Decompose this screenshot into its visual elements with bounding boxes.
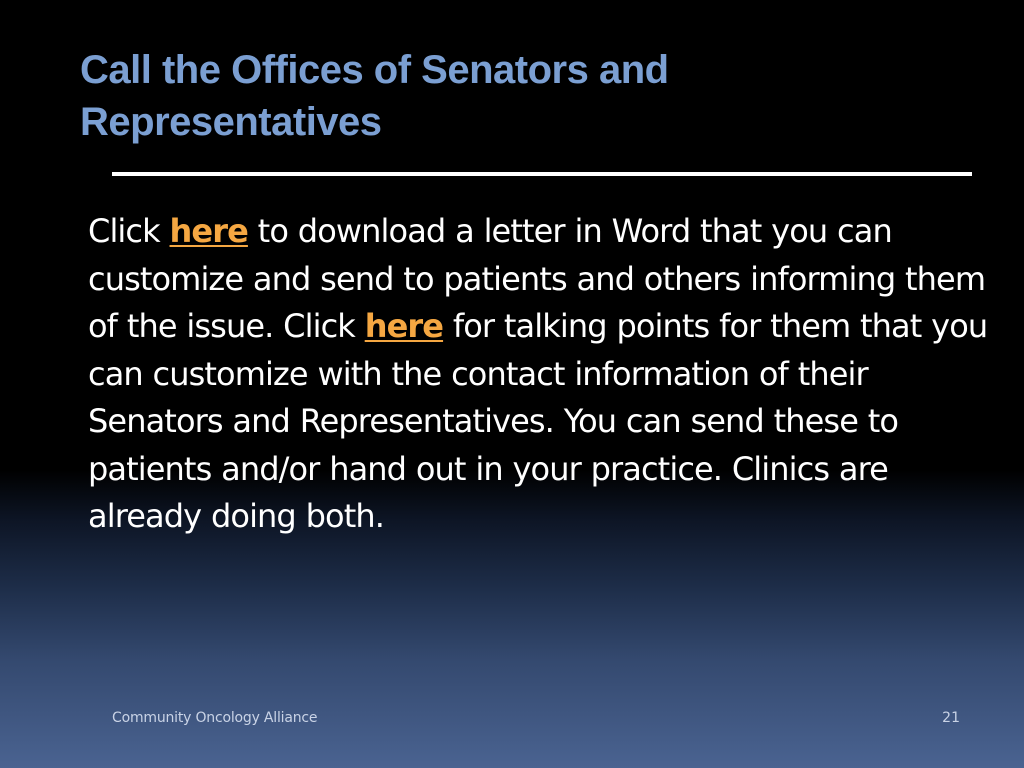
- slide-title: Call the Offices of Senators and Representatives: [80, 48, 669, 144]
- body-text-segment: Click: [88, 212, 170, 250]
- body-text-segment: for talking points for them that you can customize with the contact information of their Senators and Representatives. You can send these to patients and/or hand out in your practice. Clinics are already doing both.: [88, 307, 988, 535]
- title-divider: [112, 172, 972, 176]
- download-letter-link[interactable]: here: [169, 212, 248, 250]
- body-paragraph: [88, 208, 1004, 541]
- slide-number: 21: [942, 710, 960, 726]
- body-text-segment: to download a letter in Word that you can customize and send to patients and others informing them of the issue. Click: [88, 212, 986, 345]
- footer-organization: Community Oncology Alliance: [112, 710, 318, 726]
- talking-points-link[interactable]: here: [364, 307, 444, 345]
